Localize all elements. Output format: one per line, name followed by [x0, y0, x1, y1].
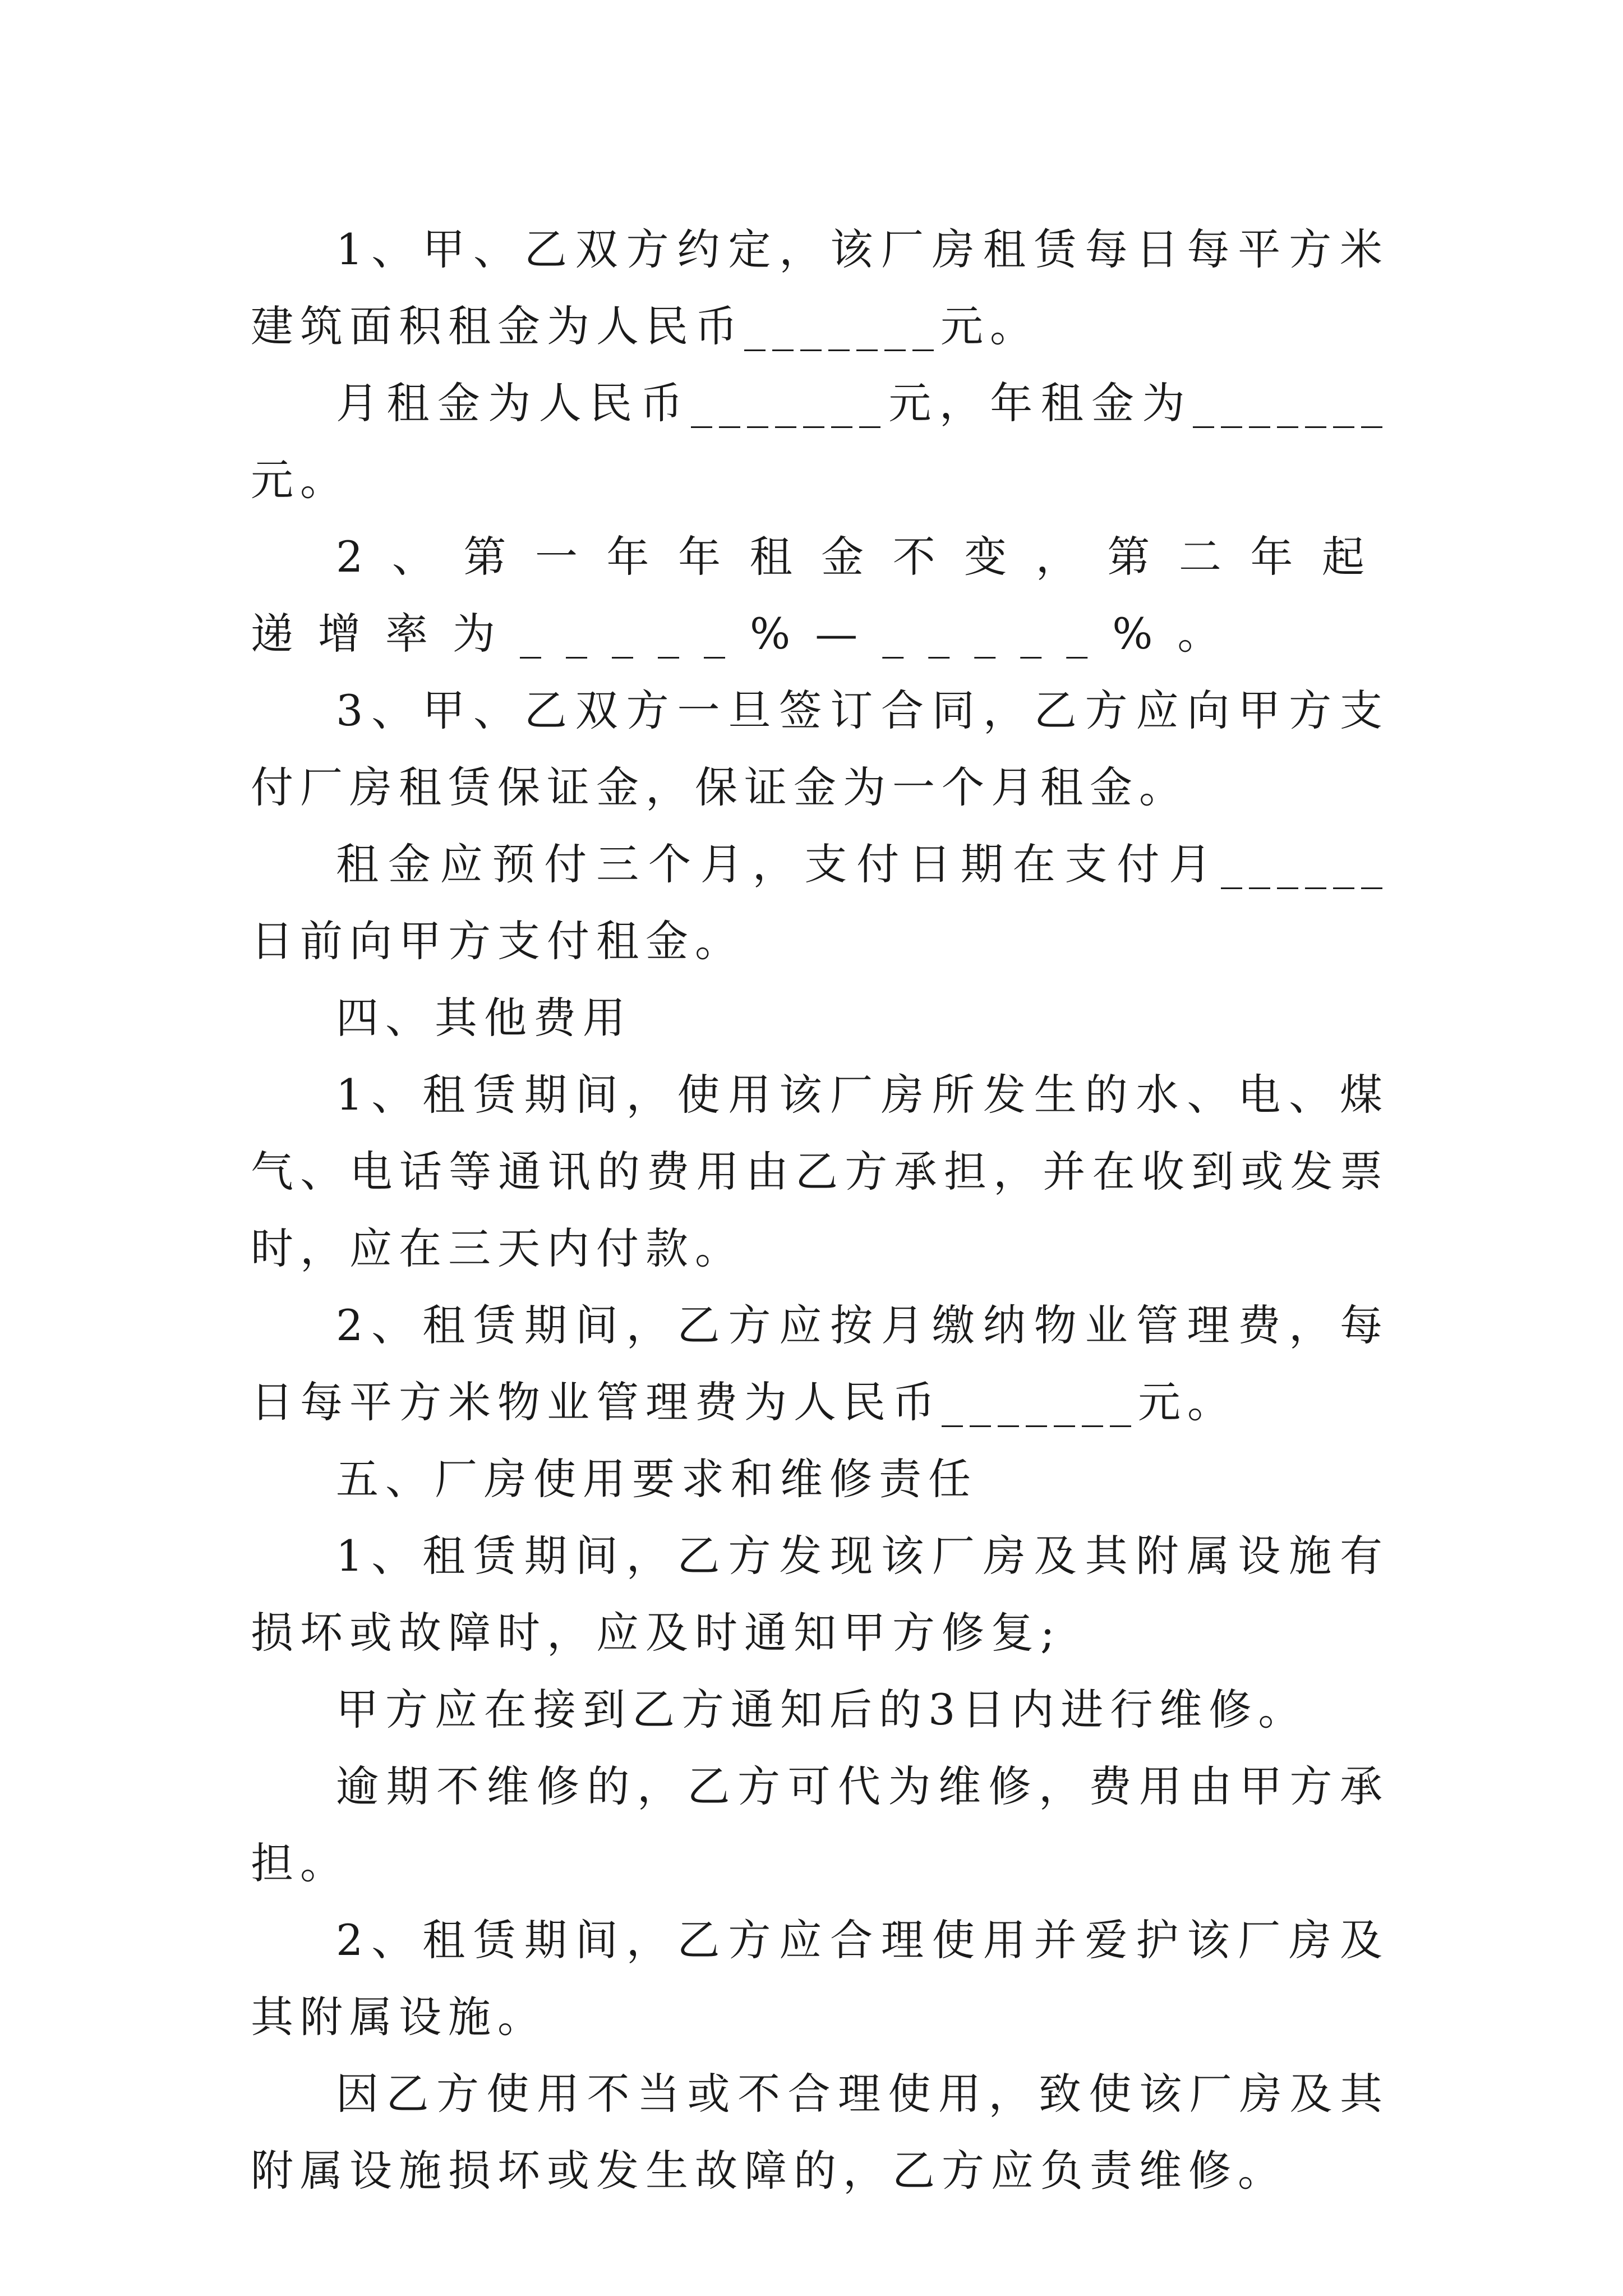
paragraph-tenant-liability: 因乙方使用不当或不合理使用，致使该厂房及其附属设施损坏或发生故障的，乙方应负责维修。 — [251, 2069, 1389, 2196]
paragraph-rent-rate: 1、甲、乙双方约定，该厂房租赁每日每平方米建筑面积租金为人民币_______元。 — [251, 224, 1389, 351]
paragraph-repair-deadline: 甲方应在接到乙方通知后的3日内进行维修。 — [336, 1685, 1308, 1734]
paragraph-utilities: 1、租赁期间，使用该厂房所发生的水、电、煤气、电话等通讯的费用由乙方承担，并在收到或发票时，应在三天内付款。 — [251, 1070, 1389, 1273]
paragraph-report-damage: 1、租赁期间，乙方发现该厂房及其附属设施有损坏或故障时，应及时通知甲方修复; — [251, 1531, 1389, 1658]
section-heading-maintenance: 五、厂房使用要求和维修责任 — [336, 1454, 978, 1504]
paragraph-proper-use: 2、租赁期间，乙方应合理使用并爱护该厂房及其附属设施。 — [251, 1915, 1389, 2042]
paragraph-monthly-yearly-rent: 月租金为人民币_______元，年租金为_______元。 — [251, 378, 1389, 505]
paragraph-property-fee: 2、租赁期间，乙方应按月缴纳物业管理费，每日每平方米物业管理费为人民币_______元。 — [251, 1300, 1389, 1427]
document-body — [251, 211, 1389, 2209]
paragraph-rent-increase: 2、第一年年租金不变，第二年起递增率为_____%—_____%。 — [251, 532, 1389, 659]
section-heading-other-fees: 四、其他费用 — [336, 993, 632, 1043]
paragraph-overdue-repair: 逾期不维修的，乙方可代为维修，费用由甲方承担。 — [251, 1761, 1389, 1888]
paragraph-prepayment: 租金应预付三个月，支付日期在支付月______日前向甲方支付租金。 — [251, 839, 1389, 966]
paragraph-security-deposit: 3、甲、乙双方一旦签订合同，乙方应向甲方支付厂房租赁保证金，保证金为一个月租金。 — [251, 685, 1389, 812]
